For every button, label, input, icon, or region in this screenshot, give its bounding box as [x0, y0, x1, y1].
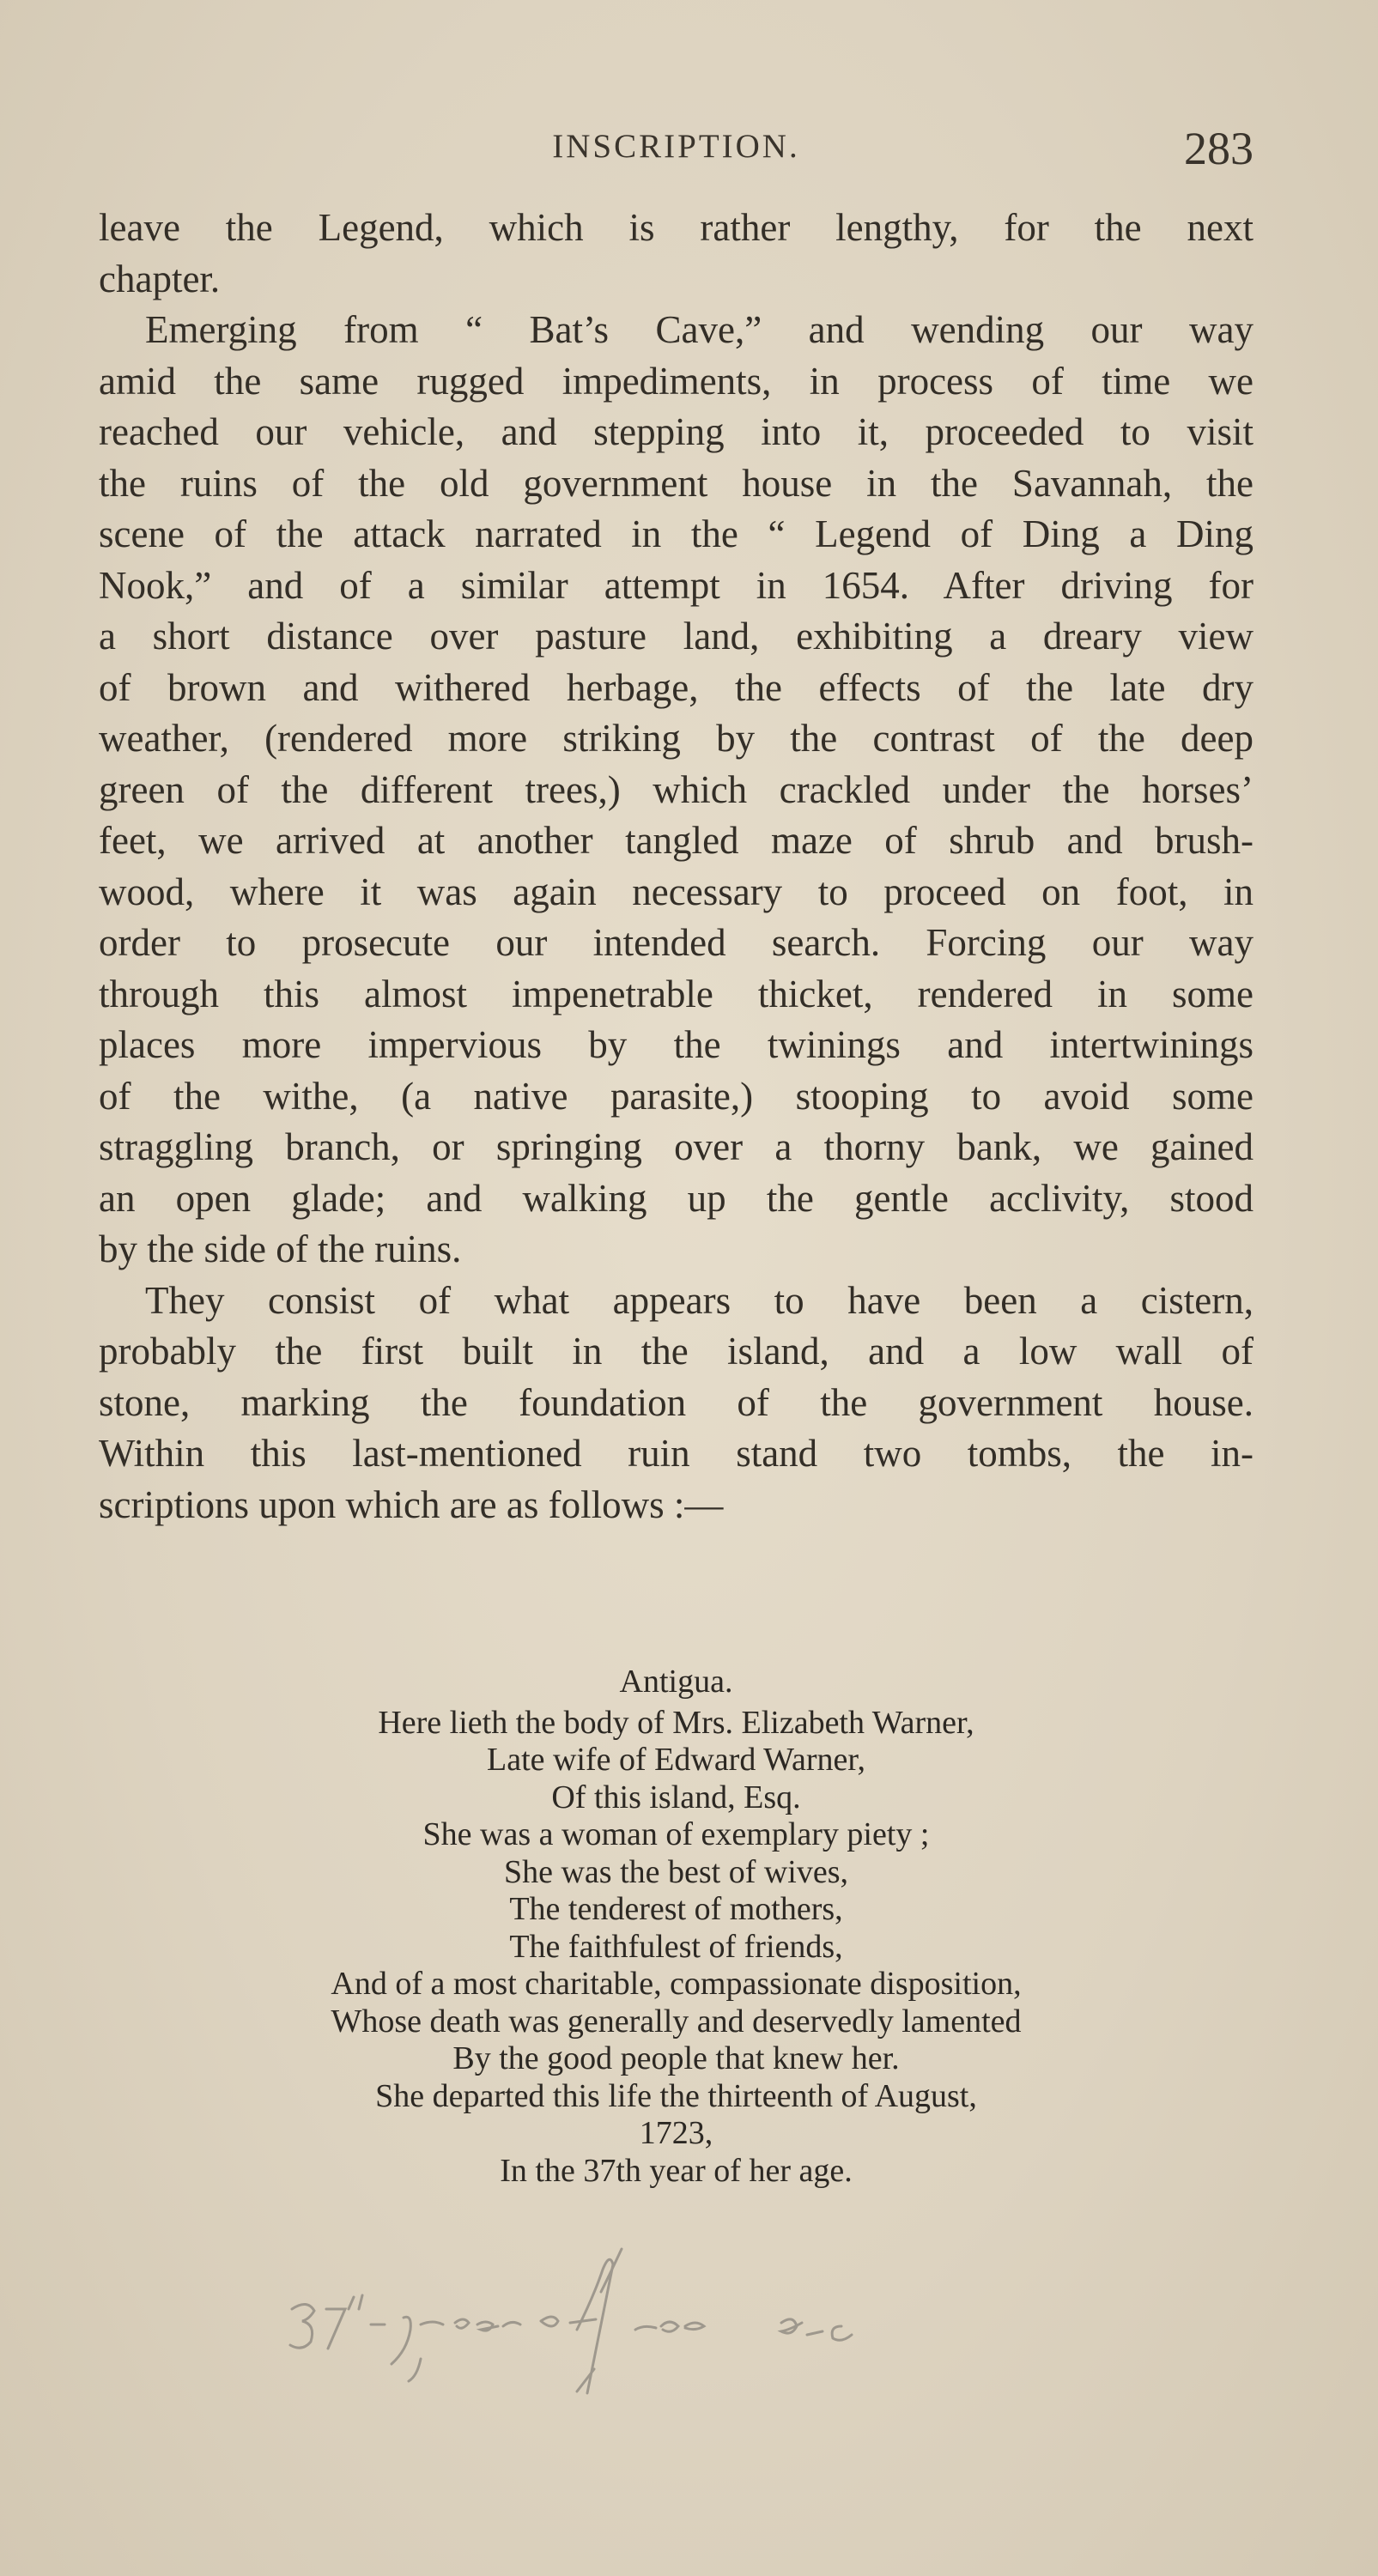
- text-line: amid the same rugged impediments, in process of time we: [99, 359, 1254, 403]
- inscription-line: In the 37th year of her age.: [500, 2152, 853, 2189]
- page-header: [99, 122, 1254, 182]
- text-line: They consist of what appears to have been a cistern,: [145, 1278, 1254, 1322]
- text-line: straggling branch, or springing over a thorny bank, we gained: [99, 1125, 1254, 1168]
- text-line: feet, we arrived at another tangled maze of shrub and brush-: [99, 819, 1254, 862]
- text-line: leave the Legend, which is rather lengthy, for the next: [99, 206, 1254, 249]
- body-text: [99, 203, 1254, 1530]
- text-line: a short distance over pasture land, exhibiting a dreary view: [99, 615, 1254, 658]
- text-line: wood, where it was again necessary to proceed on foot, in: [99, 870, 1254, 913]
- text-line: places more impervious by the twinings and intertwinings: [99, 1023, 1254, 1066]
- text-line: through this almost impenetrable thicket, rendered in some: [99, 972, 1254, 1015]
- inscription-line: 1723,: [639, 2115, 713, 2151]
- text-line: Emerging from “ Bat’s Cave,” and wending our way: [145, 308, 1254, 351]
- text-line: the ruins of the old government house in the Savannah, the: [99, 461, 1254, 505]
- inscription-place: Antigua.: [619, 1664, 733, 1700]
- inscription-line: Of this island, Esq.: [551, 1779, 801, 1815]
- running-title: INSCRIPTION.: [552, 128, 800, 165]
- inscription-line: She was a woman of exemplary piety ;: [422, 1816, 930, 1852]
- inscription-line: And of a most charitable, compassionate disposition,: [331, 1966, 1022, 2002]
- text-line: stone, marking the foundation of the government house.: [99, 1380, 1254, 1424]
- inscription-line: The faithfulest of friends,: [509, 1928, 843, 1965]
- inscription-line: Late wife of Edward Warner,: [486, 1742, 865, 1778]
- text-line: probably the first built in the island, and a low wall of: [99, 1330, 1254, 1373]
- pencil-handwriting: [275, 2240, 1047, 2412]
- text-line: Within this last-mentioned ruin stand two tombs, the in-: [99, 1432, 1254, 1475]
- text-line: weather, (rendered more striking by the contrast of the deep: [99, 717, 1254, 760]
- inscription-line: Whose death was generally and deservedly lamented: [331, 2003, 1022, 2040]
- inscription-line: Here lieth the body of Mrs. Elizabeth Warner,: [378, 1704, 974, 1741]
- inscription-line: The tenderest of mothers,: [509, 1891, 843, 1927]
- text-line: scriptions upon which are as follows :—: [99, 1482, 724, 1526]
- text-line: Nook,” and of a similar attempt in 1654. After driving for: [99, 563, 1254, 607]
- text-line: scene of the attack narrated in the “ Legend of Ding a Ding: [99, 512, 1254, 555]
- inscription-line: She was the best of wives,: [503, 1853, 849, 1890]
- tomb-inscription: [99, 1664, 1254, 2190]
- text-line: of the withe, (a native parasite,) stooping to avoid some: [99, 1074, 1254, 1118]
- text-line: of brown and withered herbage, the effects of the late dry: [99, 665, 1254, 709]
- text-line: green of the different trees,) which crackled under the horses’: [99, 767, 1254, 811]
- text-line: reached our vehicle, and stepping into it, proceeded to visit: [99, 410, 1254, 453]
- text-line: chapter.: [99, 257, 221, 300]
- text-line: order to prosecute our intended search. Forcing our way: [99, 921, 1254, 964]
- inscription-line: By the good people that knew her.: [452, 2040, 900, 2076]
- text-line: by the side of the ruins.: [99, 1227, 462, 1270]
- inscription-line: She departed this life the thirteenth of August,: [375, 2077, 977, 2114]
- page-number: 283: [1184, 123, 1254, 174]
- text-line: an open glade; and walking up the gentle acclivity, stood: [99, 1176, 1254, 1220]
